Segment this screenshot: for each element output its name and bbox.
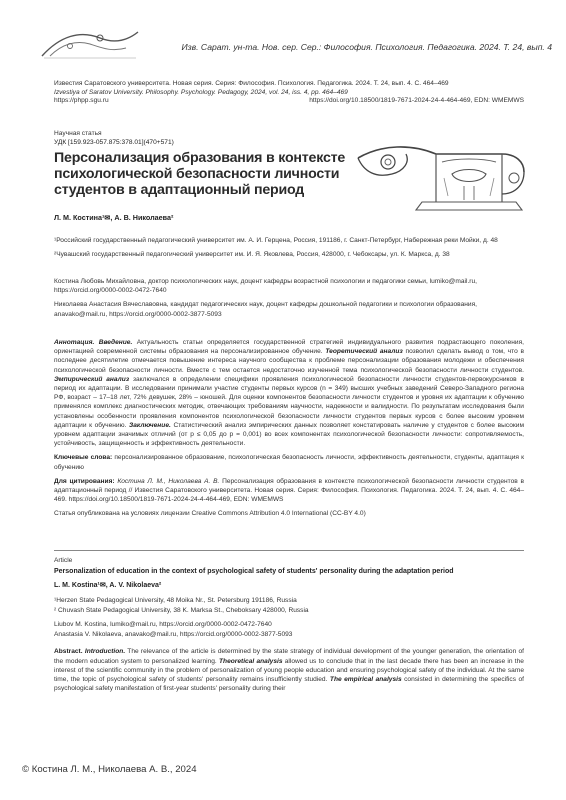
journal-line-en: Izvestiya of Saratov University. Philosophy. Psychology. Pedagogy, 2024, vol. 24, iss. 4, pp. 464–469 [54,88,348,96]
article-type-ru: Научная статья [54,130,102,137]
journal-links-row [54,97,524,106]
affiliations-ru [54,236,524,264]
author-info-ru [54,277,524,324]
affiliation-1-ru: ¹Российский государственный педагогический университет им. А. И. Герцена, Россия, 191186, г. Санкт-Петербург, Набережная реки Мойки, д. 48 [54,237,498,244]
keywords-ru-label: Ключевые слова: [54,454,113,462]
author-info-2-en: Anastasia V. Nikolaeva, anavako@mail.ru, https://orcid.org/0000-0002-3877-5093 [54,631,293,639]
keywords-ru [54,453,524,471]
ornament-top-icon [40,26,140,60]
abstract-ru-conclusion-label: Заключение. [129,421,171,429]
article-title-ru: Персонализация образования в контексте психологической безопасности личности студентов в адаптационный период [54,150,346,198]
journal-site-link[interactable]: https://phpp.sgu.ru [54,97,109,105]
affiliation-2-ru: ²Чувашский государственный педагогический университет им. И. Я. Яковлева, Россия, 428000, г. Чебоксары, ул. К. Маркса, д. 38 [54,251,450,259]
article-type-en: Article [54,557,73,564]
abstract-ru-theory: позволил сделать вывод о том, что в последнее десятилетие отмечается повышение интереса научного сообщества к проблеме персонализации образования молодежи и обеспечения психологической безопасности личности. Вместе с тем остается недостаточно изученной тема психологической безопасности личности студентов. [54,348,524,374]
article-title-en: Personalization of education in the context of psychological safety of students' personality during the adaptation period [54,568,454,576]
author-info-1-ru: Костина Любовь Михайловна, доктор психологических наук, доцент кафедры возрастной психологии и педагогики семьи, lumiko@mail.ru, https://orcid.org/0000-0002-0472-7640 [54,278,477,295]
abstract-en-empirical: consisted in determining the specifics of psychological safety manifestation of first-year students' personality during their [54,676,524,693]
affiliation-1-en: ¹Herzen State Pedagogical University, 48 Moika Nr., St. Petersburg 191186, Russia [54,596,297,604]
abstract-en-theory: allowed us to conclude that in the last decade there has been an increase in the interest of the scientific community in the problem of personalization of young people education and ensuring psychological safety of the individual. At the same time, the topic of psychological safety of students' personality remains insufficiently studied. [54,657,524,684]
authors-ru: Л. М. Костина¹✉, А. В. Николаева² [54,213,174,222]
authors-en: L. M. Kostina¹✉, A. V. Nikolaeva² [54,582,162,590]
keywords-ru-text: персонализированное образование, психологическая безопасность личности, эффективность деятельности, студенты, адаптация к обучению [54,454,524,471]
abstract-ru-text [54,338,524,448]
english-section [54,556,524,698]
journal-info [54,80,524,106]
abstract-ru-empirical-label: Эмпирический анализ [54,375,130,383]
affiliation-2-en: ² Chuvash State Pedagogical University, 38 K. Marksa St., Cheboksary 428000, Russia [54,606,309,614]
abstract-ru-empirical: заключался в определении специфики проявления психологической безопасности личности студентов-первокурсников в период их адаптации. В исследовании принимали участие студенты первых курсов (n = 349) высших учебных заведений Северо-Западного региона РФ, возраст – 17–18 лет, 72% девушек, 28% – юношей. Для оценки компонентов безопасности личности студентов и уровня их адаптации к обучению применялся комплекс диагностических методик, отвечающих требованиям научности, надежности и валидности. По результатам исследования были установлены особенности проявления компонентов психологической безопасности личности студентов первых курсов с более высоким уровнем адаптации к обучению. [54,375,524,429]
abstract-en-label: Abstract. [54,648,83,656]
author-info-2-ru: Николаева Анастасия Вячеславовна, кандидат педагогических наук, доцент кафедры дошкольной педагогики и психологии образования, anavako@mail.ru, https://orcid.org/0000-0002-3877-5093 [54,301,477,318]
section-divider [54,550,524,551]
abstract-ru [54,338,524,524]
abstract-ru-intro-label: Введение. [98,339,133,346]
abstract-en-theory-label: Theoretical analysis [219,657,283,665]
udk-code: УДК [159.923-057.875:378.01](470+571) [54,139,174,146]
abstract-ru-theory-label: Теоретический анализ [325,348,403,356]
author-info-1-en: Liubov M. Kostina, lumiko@mail.ru, https://orcid.org/0000-0002-0472-7640 [54,621,272,629]
page-header [0,0,566,56]
abstract-en-intro-label: Introduction. [84,648,126,656]
abstract-en-intro: The relevance of the article is determined by the state strategy of individual development of the younger generation, the orientation of the modern education system to personalized learning. [54,648,524,665]
citation-ru-authors: Костина Л. М., Николаева А. В. [117,477,220,485]
license-ru: Статья опубликована на условиях лицензии Creative Commons Attribution 4.0 International (CC-BY 4.0) [54,510,366,518]
journal-doi-link[interactable]: https://doi.org/10.18500/1819-7671-2024-24-4-464-469, EDN: WMEMWS [309,97,524,105]
abstract-en-empirical-label: The empirical analysis [329,676,402,684]
abstract-ru-label: Аннотация. [54,339,95,346]
copyright-footer: © Костина Л. М., Николаева А. В., 2024 [22,764,197,775]
abstract-ru-intro: Актуальность статьи определяется государственной стратегией индивидуального развития подрастающего поколения, ориентацией современной системы образования на персонализированное обучение. [54,339,524,356]
architectural-ornament-icon [352,138,530,218]
abstract-ru-conclusion: Статистический анализ эмпирических данных позволяет констатировать наличие у студентов с более высоким уровнем адаптации значимых отличий (от р ≤ 0,05 до р = 0,001) во всех компонентах психологической безопасности личности: сопротивляемость, устойчивость, защищенность и эффективность деятельности. [54,421,525,448]
abstract-en [54,647,524,693]
citation-ru-label: Для цитирования: [54,477,115,485]
citation-ru-text: Персонализация образования в контексте психологической безопасности личности студентов в адаптационный период // Известия Саратовского университета. Новая серия. Серия: Философия. Психология. Педагогика. 2024. Т. 24, вып. 4. С. 464–469. https://doi.org/10.18500/1819-7671-2024-24-4-464-469, EDN: WMEMWS [54,477,524,504]
journal-line-ru: Известия Саратовского университета. Новая серия. Серия: Философия. Психология. Педагогика. 2024. Т. 24, вып. 4. С. 464–469 [54,80,449,87]
citation-ru [54,477,524,505]
running-head: Изв. Сарат. ун-та. Нов. сер. Сер.: Философия. Психология. Педагогика. 2024. Т. 24, вып. 4 [181,42,552,52]
